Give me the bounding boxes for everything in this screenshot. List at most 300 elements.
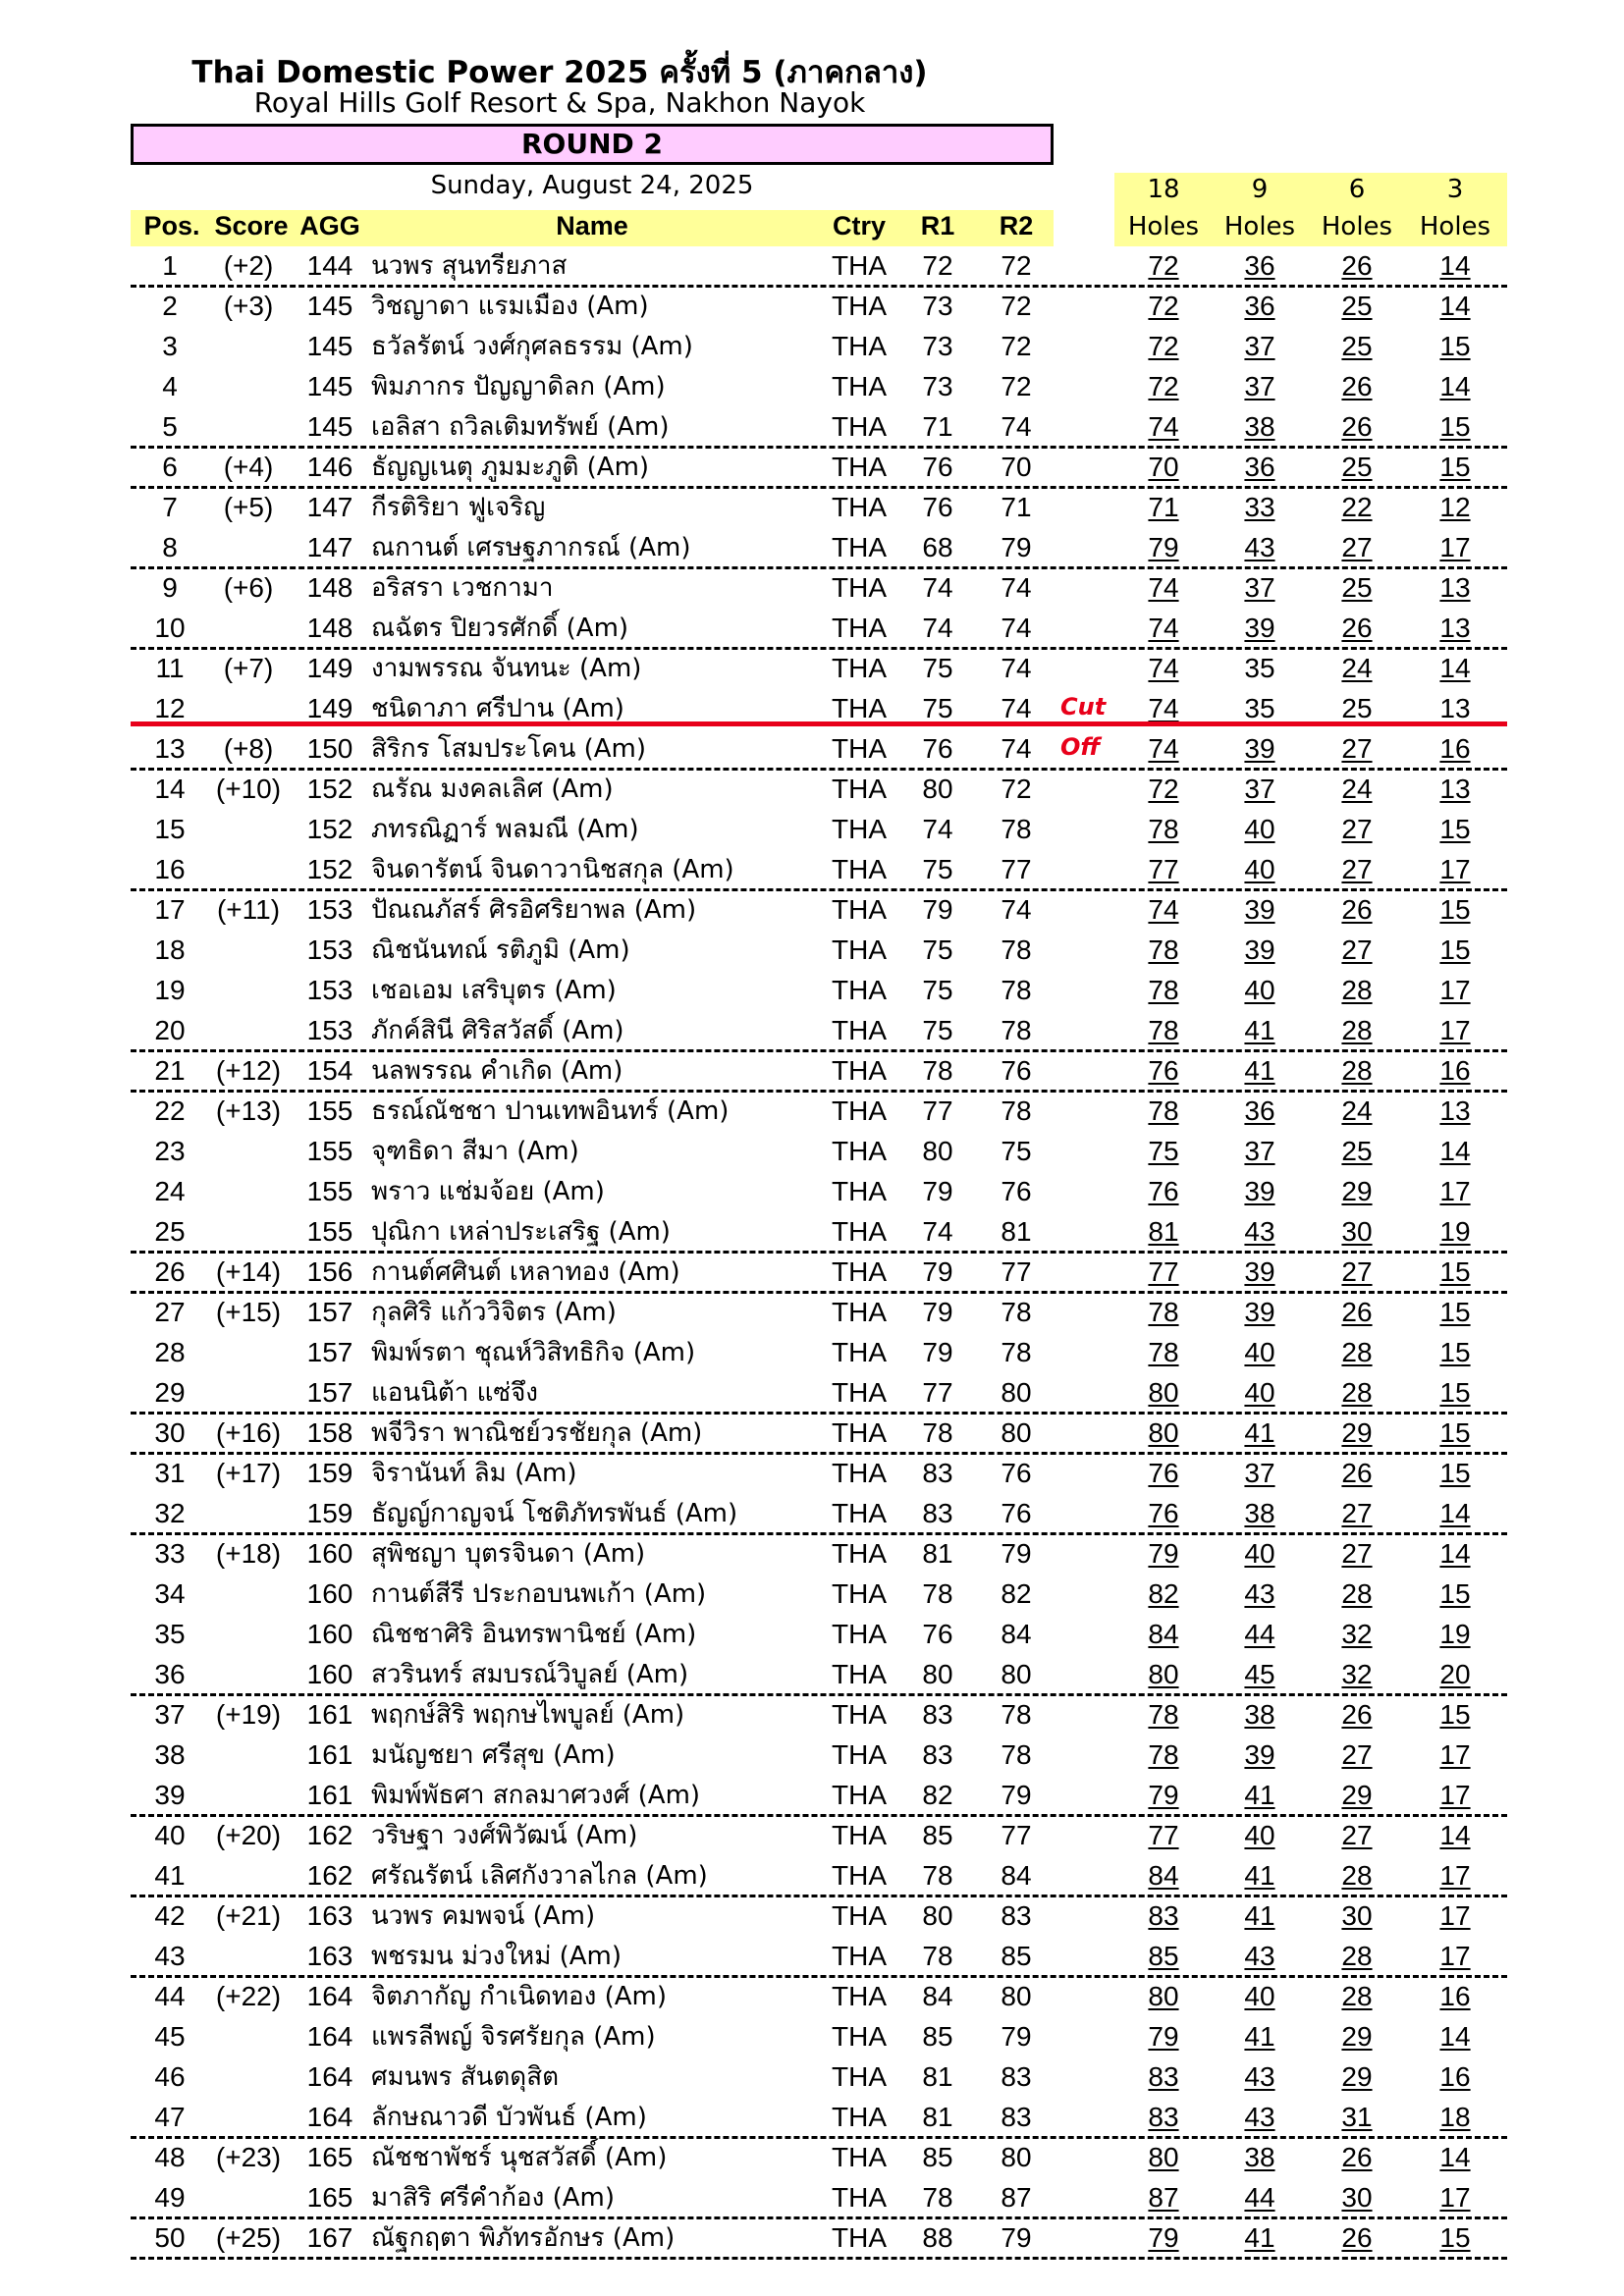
round2-score: 78 [1001,1699,1032,1730]
score-cell: (+14) [215,1256,282,1287]
table-row [0,246,1624,287]
country-cell: THA [832,2142,887,2172]
table-row [0,931,1624,971]
score-cell: (+22) [215,1981,282,2011]
round1-score: 83 [922,1739,953,1770]
holes-18-score: 79 [1148,2021,1179,2052]
player-name: พจีวิรา พาณิชย์วรชัยกุล (Am) [371,1418,703,1448]
holes-9-score: 37 [1244,371,1275,401]
agg-cell: 152 [306,774,353,804]
header-name: Name [556,211,628,240]
table-row [0,2057,1624,2098]
pos-cell: 22 [154,1095,186,1126]
table-row [0,407,1624,448]
pos-cell: 7 [162,492,178,522]
holes-6-score: 28 [1341,1578,1373,1609]
group-divider [131,1814,1507,1817]
player-name: กานต์สีรี ประกอบนพเก้า (Am) [371,1579,707,1609]
holes-9-score: 39 [1244,1297,1275,1327]
player-name: ณิชชาศิริ อินทรพานิชย์ (Am) [371,1620,697,1649]
holes-6-score: 27 [1341,814,1373,844]
agg-cell: 150 [306,733,353,764]
country-cell: THA [832,894,887,925]
holes-6-score: 25 [1341,331,1373,361]
agg-cell: 145 [306,371,353,401]
pos-cell: 29 [154,1377,186,1408]
holes-9-score: 43 [1244,1216,1275,1247]
country-cell: THA [832,653,887,683]
holes-6-score: 30 [1341,2182,1373,2213]
pos-cell: 23 [154,1136,186,1166]
player-name: จุฑธิดา สีมา (Am) [371,1137,579,1166]
agg-cell: 161 [306,1780,353,1810]
agg-cell: 152 [306,814,353,844]
holes-6-score: 24 [1341,1095,1373,1126]
agg-cell: 147 [306,532,353,562]
pos-cell: 12 [154,693,186,723]
holes-18-score: 83 [1148,2102,1179,2132]
agg-cell: 157 [306,1337,353,1367]
holes-18-score: 78 [1148,1699,1179,1730]
holes-3-score: 16 [1439,1055,1471,1086]
holes-3-score: 15 [1439,2222,1471,2253]
holes-3-score: 15 [1439,1417,1471,1448]
table-row [0,287,1624,327]
holes-18-score: 84 [1148,1860,1179,1891]
player-name: วริษฐา วงศ์พิวัฒน์ (Am) [371,1821,638,1850]
round2-score: 77 [1001,854,1032,884]
country-cell: THA [832,1619,887,1649]
score-cell: (+10) [215,774,282,804]
holes-9-score: 33 [1244,492,1275,522]
holes-3-score: 16 [1439,2061,1471,2092]
table-row [0,528,1624,568]
country-cell: THA [832,1095,887,1126]
pos-cell: 15 [154,814,186,844]
holes-18-score: 78 [1148,1337,1179,1367]
pos-cell: 46 [154,2061,186,2092]
holes-9-score: 41 [1244,1417,1275,1448]
header-score: Score [214,211,289,240]
cut-line [131,721,1507,726]
player-name: ธัญญ์กาญจน์ โชติภัทรพันธ์ (Am) [371,1499,738,1528]
table-row [0,1655,1624,1695]
holes-6-score: 25 [1341,452,1373,482]
holes-18-score: 79 [1148,2222,1179,2253]
round1-score: 71 [922,411,953,442]
pos-cell: 36 [154,1659,186,1689]
round2-score: 77 [1001,1820,1032,1850]
country-cell: THA [832,2182,887,2213]
agg-cell: 145 [306,331,353,361]
pos-cell: 43 [154,1941,186,1971]
player-name: ธรณ์ณัชชา ปานเทพอินทร์ (Am) [371,1096,730,1126]
pos-cell: 30 [154,1417,186,1448]
holes-6-score: 27 [1341,532,1373,562]
score-cell: (+21) [215,1900,282,1931]
holes-3-score: 13 [1439,693,1471,723]
holes-6-score: 25 [1341,572,1373,603]
country-cell: THA [832,1659,887,1689]
holes-3-score: 15 [1439,1578,1471,1609]
holes-9-score: 39 [1244,733,1275,764]
holes-9-score: 37 [1244,572,1275,603]
holes-3-score: 14 [1439,1820,1471,1850]
country-cell: THA [832,1739,887,1770]
holes-3-score: 17 [1439,1860,1471,1891]
holes-9-score: 40 [1244,814,1275,844]
pos-cell: 39 [154,1780,186,1810]
holes-3-score: 15 [1439,1699,1471,1730]
country-cell: THA [832,1780,887,1810]
score-cell: (+13) [215,1095,282,1126]
holes-6-score: 29 [1341,2021,1373,2052]
country-cell: THA [832,1136,887,1166]
holes-3-score: 17 [1439,854,1471,884]
group-divider [131,647,1507,650]
holes-3-score: 15 [1439,814,1471,844]
header-agg: AGG [299,211,360,240]
header-9: 9 [1251,175,1269,204]
holes-6-score: 26 [1341,1297,1373,1327]
agg-cell: 165 [306,2142,353,2172]
round1-score: 77 [922,1095,953,1126]
holes-18-score: 80 [1148,1377,1179,1408]
score-cell: (+7) [223,653,274,683]
table-row [0,1132,1624,1172]
country-cell: THA [832,693,887,723]
country-cell: THA [832,411,887,442]
player-name: ณรัณ มงคลเลิศ (Am) [371,774,614,804]
player-name: ภทรณิฏาร์ พลมณี (Am) [371,815,639,844]
country-cell: THA [832,814,887,844]
player-name: นวพร สุนทรียภาส [371,251,568,281]
agg-cell: 164 [306,2021,353,2052]
pos-cell: 48 [154,2142,186,2172]
holes-9-score: 43 [1244,1578,1275,1609]
cut-label: Cut [1060,693,1107,721]
holes-18-score: 74 [1148,613,1179,643]
round2-score: 74 [1001,411,1032,442]
group-divider [131,1049,1507,1052]
round1-score: 76 [922,452,953,482]
holes-3-score: 15 [1439,1458,1471,1488]
holes-18-score: 82 [1148,1578,1179,1609]
table-row [0,1816,1624,1856]
round1-score: 73 [922,371,953,401]
country-cell: THA [832,1860,887,1891]
round2-score: 72 [1001,774,1032,804]
holes-3-score: 15 [1439,894,1471,925]
holes-9-score: 37 [1244,1136,1275,1166]
player-name: จิรานันท์ ลิม (Am) [371,1459,577,1488]
holes-3-score: 16 [1439,1981,1471,2011]
round2-score: 76 [1001,1055,1032,1086]
holes-6-score: 26 [1341,1699,1373,1730]
holes-9-score: 36 [1244,1095,1275,1126]
holes-6-score: 25 [1341,1136,1373,1166]
table-row [0,1856,1624,1896]
holes-18-score: 75 [1148,1136,1179,1166]
round1-score: 79 [922,1297,953,1327]
round1-score: 73 [922,331,953,361]
holes-18-score: 84 [1148,1619,1179,1649]
header-r1: R1 [920,211,955,240]
round2-score: 72 [1001,331,1032,361]
holes-18-score: 74 [1148,693,1179,723]
holes-9-score: 43 [1244,532,1275,562]
round2-score: 79 [1001,532,1032,562]
agg-cell: 160 [306,1619,353,1649]
holes-18-score: 80 [1148,1981,1179,2011]
holes-6-score: 27 [1341,854,1373,884]
round1-score: 83 [922,1498,953,1528]
table-row [0,2178,1624,2218]
round2-score: 83 [1001,2102,1032,2132]
country-cell: THA [832,250,887,281]
player-name: ธวัลรัตน์ วงศ์กุศลธรรม (Am) [371,332,693,361]
agg-cell: 160 [306,1538,353,1569]
round2-score: 72 [1001,371,1032,401]
pos-cell: 42 [154,1900,186,1931]
player-name: สุพิชญา บุตรจินดา (Am) [371,1539,646,1569]
holes-6-score: 26 [1341,894,1373,925]
pos-cell: 28 [154,1337,186,1367]
round2-score: 78 [1001,1095,1032,1126]
round2-score: 78 [1001,1739,1032,1770]
holes-6-score: 27 [1341,934,1373,965]
round1-score: 83 [922,1458,953,1488]
holes-3-score: 19 [1439,1216,1471,1247]
holes-9-score: 41 [1244,1860,1275,1891]
table-row [0,1977,1624,2017]
pos-cell: 27 [154,1297,186,1327]
score-cell: (+6) [223,572,274,603]
pos-cell: 14 [154,774,186,804]
holes-6-score: 29 [1341,1780,1373,1810]
pos-cell: 33 [154,1538,186,1569]
agg-cell: 148 [306,613,353,643]
round2-score: 84 [1001,1619,1032,1649]
header-r2: R2 [999,211,1034,240]
country-cell: THA [832,331,887,361]
player-name: นวพร คมพจน์ (Am) [371,1901,596,1931]
country-cell: THA [832,2222,887,2253]
pos-cell: 1 [162,250,178,281]
holes-9-score: 39 [1244,1256,1275,1287]
player-name: สวรินทร์ สมบรณ์วิบูลย์ (Am) [371,1660,689,1689]
round2-score: 75 [1001,1136,1032,1166]
round2-score: 80 [1001,1417,1032,1448]
player-name: ศรัณรัตน์ เลิศกังวาลไกล (Am) [371,1861,708,1891]
round2-score: 78 [1001,1337,1032,1367]
table-row [0,1011,1624,1051]
holes-3-score: 15 [1439,934,1471,965]
holes-9-score: 41 [1244,2021,1275,2052]
holes-3-score: 17 [1439,1015,1471,1045]
holes-9-score: 38 [1244,1699,1275,1730]
round1-score: 85 [922,1820,953,1850]
holes-6-score: 25 [1341,291,1373,321]
holes-3-score: 13 [1439,572,1471,603]
agg-cell: 152 [306,854,353,884]
country-cell: THA [832,1256,887,1287]
holes-6-score: 26 [1341,250,1373,281]
score-cell: (+20) [215,1820,282,1850]
agg-cell: 155 [306,1136,353,1166]
player-name: ชนิดาภา ศรีปาน (Am) [371,694,624,723]
holes-9-score: 44 [1244,2182,1275,2213]
holes-9-score: 40 [1244,1337,1275,1367]
holes-9-score: 38 [1244,411,1275,442]
group-divider [131,768,1507,771]
player-name: ณัฐกฤตา พิภัทรอักษร (Am) [371,2223,676,2253]
group-divider [131,1412,1507,1415]
holes-18-score: 85 [1148,1941,1179,1971]
holes-6-score: 26 [1341,2142,1373,2172]
header-holes-18: Holes [1127,212,1200,241]
holes-9-score: 40 [1244,1981,1275,2011]
group-divider [131,2136,1507,2139]
agg-cell: 167 [306,2222,353,2253]
holes-3-score: 15 [1439,331,1471,361]
country-cell: THA [832,291,887,321]
score-cell: (+8) [223,733,274,764]
agg-cell: 158 [306,1417,353,1448]
country-cell: THA [832,1578,887,1609]
round1-score: 75 [922,934,953,965]
group-divider [131,1693,1507,1696]
table-row [0,1735,1624,1776]
round1-score: 76 [922,733,953,764]
round1-score: 80 [922,1136,953,1166]
holes-3-score: 15 [1439,1297,1471,1327]
agg-cell: 157 [306,1297,353,1327]
round2-score: 70 [1001,452,1032,482]
holes-18-score: 78 [1148,975,1179,1005]
holes-18-score: 72 [1148,331,1179,361]
table-row [0,971,1624,1011]
holes-18-score: 78 [1148,814,1179,844]
table-row [0,1333,1624,1373]
score-cell: (+17) [215,1458,282,1488]
holes-6-score: 25 [1341,693,1373,723]
pos-cell: 13 [154,733,186,764]
holes-6-score: 28 [1341,1015,1373,1045]
table-row [0,1373,1624,1414]
player-name: พฤกษ์สิริ พฤกษไพบูลย์ (Am) [371,1700,685,1730]
round2-score: 79 [1001,1780,1032,1810]
holes-3-score: 17 [1439,1176,1471,1206]
pos-cell: 50 [154,2222,186,2253]
agg-cell: 160 [306,1659,353,1689]
holes-18-score: 87 [1148,2182,1179,2213]
round1-score: 83 [922,1699,953,1730]
country-cell: THA [832,452,887,482]
holes-3-score: 20 [1439,1659,1471,1689]
table-row [0,2138,1624,2178]
round2-score: 80 [1001,1659,1032,1689]
holes-9-score: 40 [1244,1538,1275,1569]
agg-cell: 153 [306,1015,353,1045]
group-divider [131,285,1507,288]
holes-9-score: 40 [1244,854,1275,884]
round1-score: 77 [922,1377,953,1408]
holes-18-score: 74 [1148,411,1179,442]
round1-score: 78 [922,1417,953,1448]
round1-score: 79 [922,1256,953,1287]
score-cell: (+5) [223,492,274,522]
group-divider [131,1251,1507,1254]
country-cell: THA [832,532,887,562]
table-row [0,327,1624,367]
holes-3-score: 19 [1439,1619,1471,1649]
table-row [0,1615,1624,1655]
holes-3-score: 17 [1439,1900,1471,1931]
country-cell: THA [832,1417,887,1448]
pos-cell: 4 [162,371,178,401]
pos-cell: 44 [154,1981,186,2011]
header-pos: Pos. [143,211,200,240]
score-cell: (+2) [223,250,274,281]
score-cell: (+23) [215,2142,282,2172]
player-name: แอนนิต้า แซ่จึง [371,1378,539,1408]
player-name: ภักค์สินี ศิริสวัสดิ์ (Am) [371,1016,624,1045]
player-name: พชรมน ม่วงใหม่ (Am) [371,1942,622,1971]
country-cell: THA [832,1055,887,1086]
holes-18-score: 80 [1148,2142,1179,2172]
table-row [0,1051,1624,1092]
holes-3-score: 18 [1439,2102,1471,2132]
country-cell: THA [832,2021,887,2052]
round1-score: 80 [922,1659,953,1689]
pos-cell: 31 [154,1458,186,1488]
country-cell: THA [832,1216,887,1247]
holes-9-score: 39 [1244,894,1275,925]
holes-18-score: 70 [1148,452,1179,482]
round1-score: 78 [922,1055,953,1086]
table-row [0,1695,1624,1735]
round2-score: 83 [1001,1900,1032,1931]
round2-score: 79 [1001,2021,1032,2052]
holes-3-score: 17 [1439,1941,1471,1971]
header-6: 6 [1348,175,1366,204]
agg-cell: 145 [306,291,353,321]
holes-9-score: 39 [1244,1739,1275,1770]
player-name: จิตภากัญ กำเนิดทอง (Am) [371,1982,668,2011]
holes-18-score: 79 [1148,532,1179,562]
holes-3-score: 14 [1439,250,1471,281]
player-name: พิมพ์รตา ชุณห์วิสิทธิกิจ (Am) [371,1338,696,1367]
score-cell: (+3) [223,291,274,321]
holes-6-score: 27 [1341,1498,1373,1528]
player-name: ปัณณภัสร์ ศิรอิศริยาพล (Am) [371,895,697,925]
holes-18-score: 76 [1148,1176,1179,1206]
round2-score: 87 [1001,2182,1032,2213]
off-label: Off [1060,733,1101,761]
agg-cell: 154 [306,1055,353,1086]
holes-9-score: 40 [1244,975,1275,1005]
round1-score: 85 [922,2142,953,2172]
round1-score: 84 [922,1981,953,2011]
table-row [0,1414,1624,1454]
pos-cell: 37 [154,1699,186,1730]
round2-score: 83 [1001,2061,1032,2092]
round1-score: 85 [922,2021,953,2052]
table-row [0,1253,1624,1293]
player-name: ณฉัตร ปิยวรศักดิ์ (Am) [371,614,629,643]
header-holes-9: Holes [1223,212,1296,241]
